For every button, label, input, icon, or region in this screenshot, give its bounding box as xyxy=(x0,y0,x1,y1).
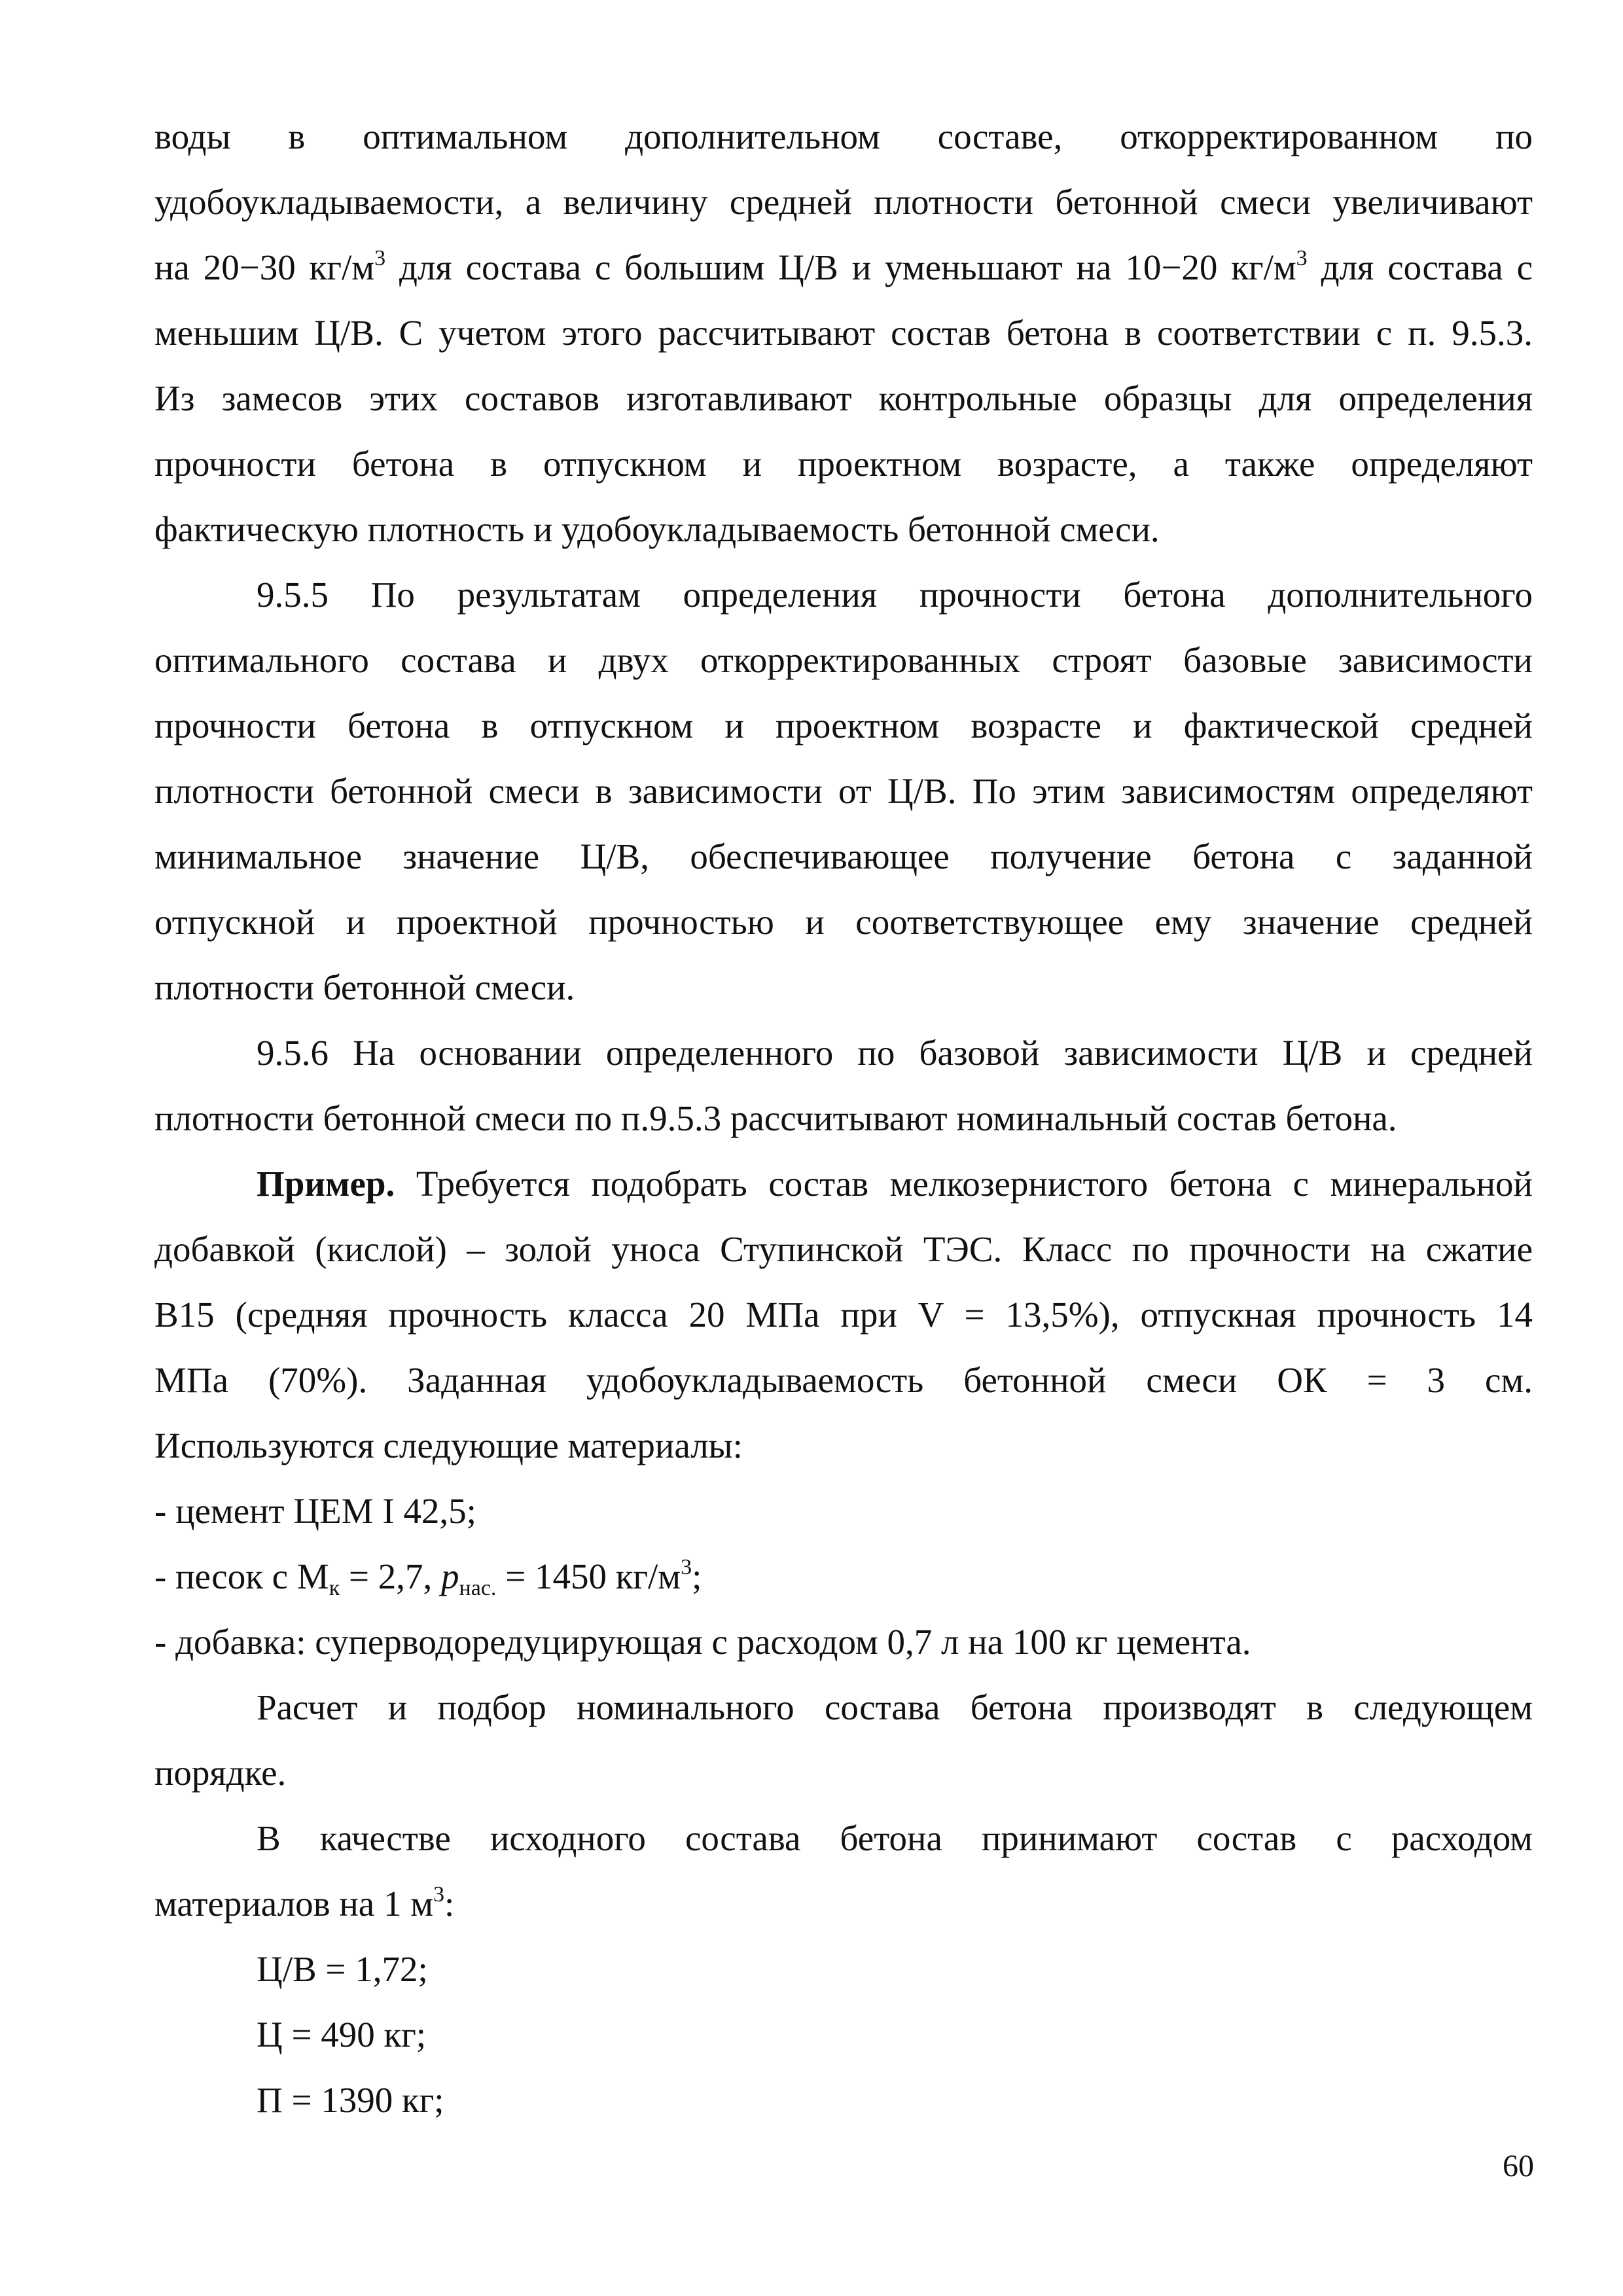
procedure-line-1: Расчет и подбор номинального состава бетона производят в следующем xyxy=(257,1687,1533,1727)
paragraph-955-line-7: плотности бетонной смеси. xyxy=(154,967,575,1007)
paragraph-1-line-1: воды в оптимальном дополнительном составе, откорректированном по xyxy=(154,117,1533,156)
materials-list-item-sand: - песок с $М_к = 2,7$, $р_{нас.} = 1450$ $кг/м^3$; xyxy=(154,1555,702,1600)
paragraph-955-line-3: прочности бетона в отпускном и проектном возрасте и фактической средней xyxy=(154,706,1533,745)
materials-list-item-admixture: - добавка: суперводоредуцирующая с расходом 0,7 л на 100 кг цемента. xyxy=(154,1622,1251,1662)
example-label: Пример. xyxy=(257,1164,395,1204)
paragraph-956-line-2: плотности бетонной смеси по п.9.5.3 рассчитывают номинальный состав бетона. xyxy=(154,1098,1397,1138)
paragraph-1-line-2: удобоукладываемости, а величину средней плотности бетонной смеси увеличивают xyxy=(154,182,1533,222)
procedure-line-2: порядке. xyxy=(154,1753,287,1793)
paragraph-1-line-7: фактическую плотность и удобоукладываемость бетонной смеси. xyxy=(154,509,1160,549)
example-line-4: МПа (70%). Заданная удобоукладываемость бетонной смеси ОК = 3 см. xyxy=(154,1360,1533,1400)
example-line-1: Пример. Требуется подобрать состав мелкозернистого бетона с минеральной xyxy=(257,1164,1533,1204)
example-line-2: добавкой (кислой) – золой уноса Ступинской ТЭС. Класс по прочности на сжатие xyxy=(154,1229,1533,1269)
paragraph-955-line-6: отпускной и проектной прочностью и соответствующее ему значение средней xyxy=(154,902,1533,942)
value-cement-water-ratio: Ц/В = 1,72; xyxy=(257,1949,428,1989)
materials-list-item-cement: - цемент ЦЕМ I 42,5; xyxy=(154,1491,476,1531)
initial-composition-line-2: материалов на 1 $м^3$: xyxy=(154,1882,455,1924)
paragraph-956-line-1: 9.5.6 На основании определенного по базовой зависимости Ц/В и средней xyxy=(257,1033,1533,1073)
initial-composition-line-1: В качестве исходного состава бетона принимают состав с расходом xyxy=(257,1818,1533,1858)
page-number: 60 xyxy=(1503,2149,1534,2183)
paragraph-955-line-2: оптимального состава и двух откорректированных строят базовые зависимости xyxy=(154,640,1533,680)
value-cement: Ц = 490 кг; xyxy=(257,2015,427,2054)
paragraph-955-line-1: 9.5.5 По результатам определения прочности бетона дополнительного xyxy=(257,575,1533,615)
paragraph-1-line-5: Из замесов этих составов изготавливают контрольные образцы для определения xyxy=(154,378,1533,418)
paragraph-1-line-3: на 20−30 $кг/м^3$ для состава с большим Ц/В и уменьшают на 10−20 $кг/м^3$ для состава с xyxy=(154,246,1533,287)
paragraph-1-line-6: прочности бетона в отпускном и проектном возрасте, а также определяют xyxy=(154,444,1533,484)
example-line-5: Используются следующие материалы: xyxy=(154,1426,743,1465)
paragraph-955-line-5: минимальное значение Ц/В, обеспечивающее получение бетона с заданной xyxy=(154,836,1533,876)
value-sand: П = 1390 кг; xyxy=(257,2080,444,2120)
paragraph-955-line-4: плотности бетонной смеси в зависимости от Ц/В. По этим зависимостям определяют xyxy=(154,771,1533,811)
example-line-3: В15 (средняя прочность класса 20 МПа при V = 13,5%), отпускная прочность 14 xyxy=(154,1295,1533,1335)
paragraph-1-line-4: меньшим Ц/В. С учетом этого рассчитывают состав бетона в соответствии с п. 9.5.3. xyxy=(154,313,1533,353)
